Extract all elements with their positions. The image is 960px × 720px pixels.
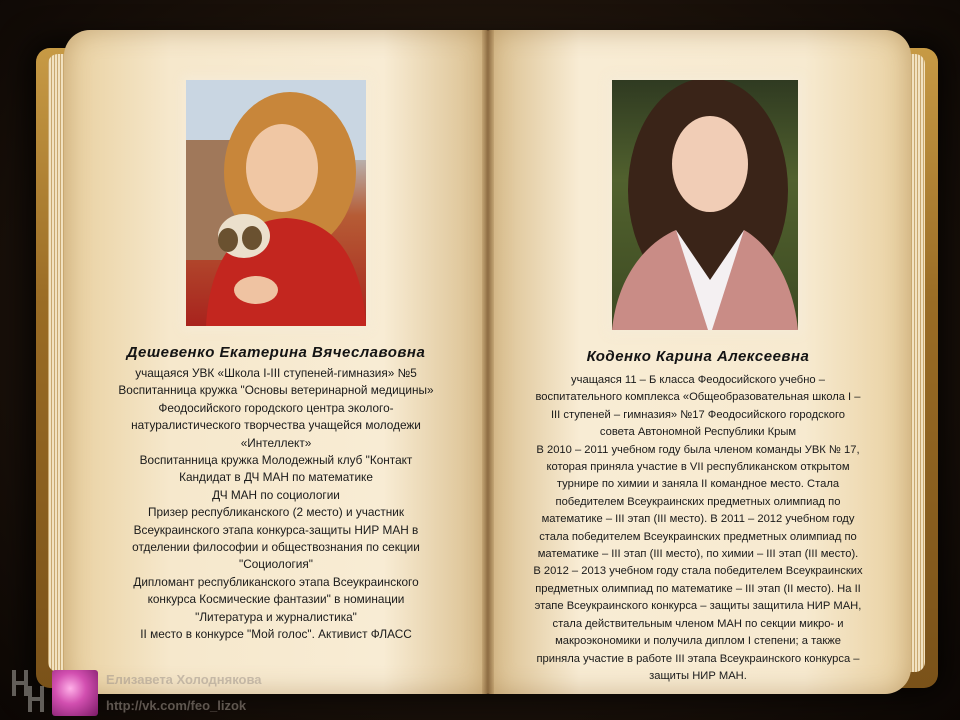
bio-line: этапе Всеукраинского конкурса – защиты защитила НИР МАН, xyxy=(534,600,862,613)
bio-line: В 2010 – 2011 учебном году была членом команды УВК № 17, xyxy=(536,443,860,456)
portrait-illustration-left xyxy=(186,80,366,326)
bio-line: совета Автономной Республики Крым xyxy=(599,426,797,439)
bio-line: приняла участие в работе III этапа Всеукраинского конкурса – xyxy=(536,652,860,665)
bio-line: которая приняла участие в VII республиканском открытом xyxy=(546,461,850,474)
bio-line: математике – III этап (III место). В 2011 – 2012 учебном году xyxy=(541,513,855,526)
bio-line: Воспитанница кружка Молодежный клуб "Контакт xyxy=(139,453,413,468)
right-portrait-photo xyxy=(612,80,798,330)
bio-line: III ступеней – гимназия» №17 Феодосийского городского xyxy=(550,408,846,421)
page-edges-left xyxy=(48,54,64,672)
bio-line: ДЧ МАН по социологии xyxy=(212,487,340,502)
left-student-name: Дешевенко Екатерина Вячеславовна xyxy=(126,344,426,361)
bio-line: воспитательного комплекса «Общеобразовательная школа I – xyxy=(535,391,861,404)
watermark-url-link[interactable]: http://vk.com/feo_lizok xyxy=(106,698,247,713)
bio-line: математике – III этап (III место), по химии – III этап (III место). xyxy=(537,548,859,561)
right-student-name: Коденко Карина Алексеевна xyxy=(586,348,810,365)
bio-line: предметных олимпиад по математике – III этап (II место). На II xyxy=(535,582,861,595)
bio-line: Дипломант республиканского этапа Всеукраинского xyxy=(133,574,419,589)
double-h-logo-icon xyxy=(10,668,48,714)
author-avatar xyxy=(52,670,98,716)
bio-line: учащаяся УВК «Школа І-ІІІ ступеней-гимназия» №5 xyxy=(135,366,417,380)
bio-line: турнире по химии и заняла II командное место. Стала xyxy=(556,478,840,491)
bio-line: Воспитанница кружка "Основы ветеринарной медицины» xyxy=(118,383,434,398)
bio-line: Всеукраинского этапа конкурса-защиты НИР МАН в xyxy=(133,522,419,537)
bio-line: натуралистического творчества учащейся молодежи xyxy=(131,418,421,433)
bio-line: "Социология" xyxy=(239,557,313,572)
bio-line: отделении философии и обществознания по секции xyxy=(132,540,420,555)
bio-line: победителем Всеукраинских предметных олимпиад по xyxy=(555,495,841,508)
bio-line: "Литература и журналистика" xyxy=(195,609,357,624)
bio-line: макроэкономики и получила диплом I степени; а также xyxy=(555,635,841,648)
left-student-bio xyxy=(70,365,482,644)
bio-line: Кандидат в ДЧ МАН по математике xyxy=(179,470,373,485)
left-portrait-photo xyxy=(186,80,366,326)
watermark-author: Елизавета Холоднякова xyxy=(106,672,262,687)
bio-line: конкурса Космические фантазии" в номинации xyxy=(147,592,405,607)
bio-line: II место в конкурсе "Мой голос". Активист ФЛАСС xyxy=(140,627,412,642)
bio-line: Феодосийского городского центра эколого- xyxy=(158,400,394,415)
page-edges-right xyxy=(909,54,925,672)
right-student-bio xyxy=(492,372,904,685)
bio-line: защиты НИР МАН. xyxy=(649,669,747,682)
bio-line: В 2012 – 2013 учебном году стала победителем Всеукраинских xyxy=(533,565,863,578)
bio-line: учащаяся 11 – Б класса Феодосийского учебно – xyxy=(571,374,825,386)
portrait-illustration-right xyxy=(612,80,798,330)
bio-line: стала победителем Всеукраинских предметных олимпиад по xyxy=(539,530,857,543)
bio-line: стала действительным членом МАН по секции микро- и xyxy=(552,617,844,630)
bio-line: «Интеллект» xyxy=(240,435,312,450)
bio-line: Призер республиканского (2 место) и участник xyxy=(148,505,404,520)
